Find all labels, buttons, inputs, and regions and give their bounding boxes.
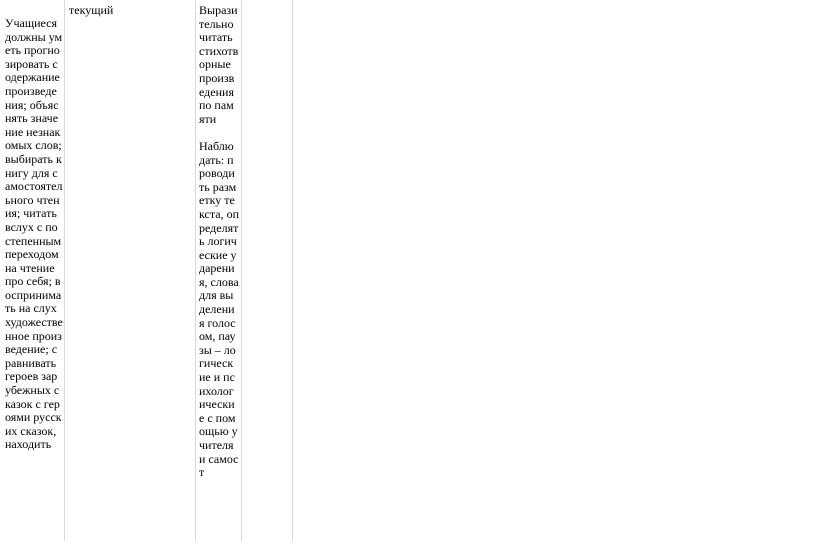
column-divider — [292, 0, 293, 541]
cell-control-type: текущий — [69, 3, 114, 17]
cell-activities: Выразительно читать стихотворные произведения по памяти Наблюдать: проводить разметку текста, определять логические ударения, слова для выделения голосом, паузы – логические и психологические с помощью учителя и самост — [199, 3, 239, 480]
column-divider — [195, 0, 196, 541]
column-divider — [64, 0, 65, 541]
cell-requirements: Учащиеся должны уметь прогнозировать содержание произведения; объяснять значение незнакомых слов; выбирать книгу для самостоятельного чтения; читать вслух с постепенным переходом на чтение про себя; воспринимать на слух художественное произведение; сравнивать героев зарубежных сказок с героями русских сказок, находить — [5, 16, 65, 452]
column-divider — [241, 0, 242, 541]
